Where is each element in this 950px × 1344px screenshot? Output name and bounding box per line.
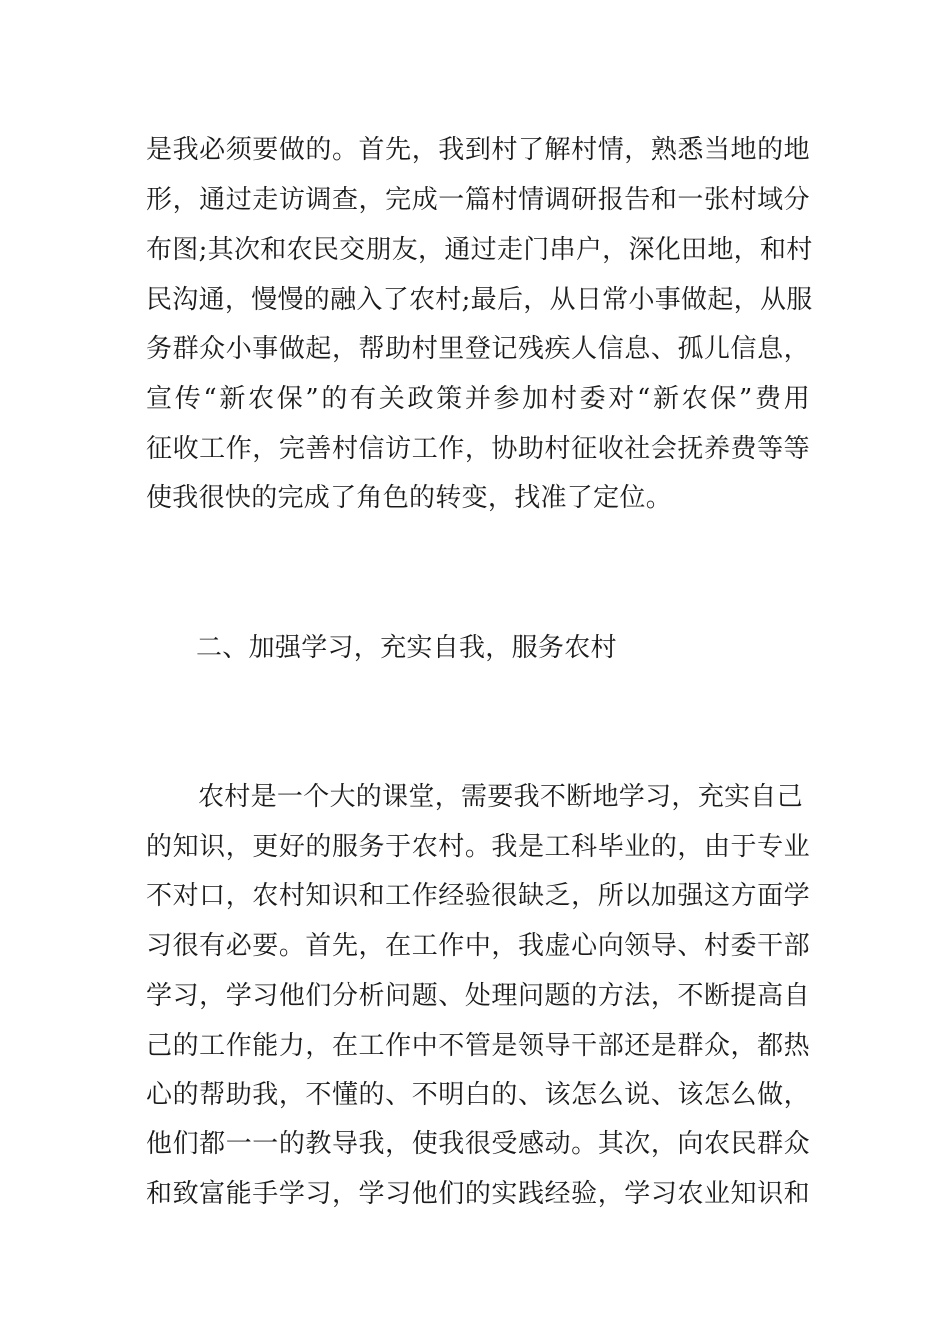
paragraph-line: 心的帮助我，不懂的、不明白的、该怎么说、该怎么做，	[146, 1080, 810, 1110]
paragraph-line: 他们都一一的教导我，使我很受感动。其次，向农民群众	[146, 1129, 810, 1159]
paragraph-line: 的知识，更好的服务于农村。我是工科毕业的，由于专业	[146, 832, 810, 862]
paragraph-line: 是我必须要做的。首先，我到村了解村情，熟悉当地的地	[146, 135, 810, 165]
paragraph-line: 民沟通，慢慢的融入了农村;最后，从日常小事做起，从服	[146, 285, 813, 315]
paragraph-line-text: 农村是一个大的课堂，需要我不断地学习，充实自己	[198, 782, 803, 812]
paragraph-line: 征收工作，完善村信访工作，协助村征收社会抚养费等等	[146, 434, 810, 464]
paragraph-line: 使我很快的完成了角色的转变，找准了定位。	[146, 483, 673, 513]
section-heading: 二、加强学习，充实自我，服务农村	[196, 633, 617, 663]
paragraph-line	[146, 781, 810, 813]
paragraph-line: 形，通过走访调查，完成一篇村情调研报告和一张村域分	[146, 185, 810, 215]
paragraph-line: 学习，学习他们分析问题、处理问题的方法，不断提高自	[146, 981, 810, 1011]
paragraph-line: 布图;其次和农民交朋友，通过走门串户，深化田地，和村	[146, 235, 813, 265]
paragraph-line: 务群众小事做起，帮助村里登记残疾人信息、孤儿信息，	[146, 334, 810, 364]
paragraph-line: 和致富能手学习，学习他们的实践经验，学习农业知识和	[146, 1179, 810, 1209]
paragraph-line: 宣传“新农保”的有关政策并参加村委对“新农保”费用	[146, 384, 810, 414]
paragraph-line: 习很有必要。首先，在工作中，我虚心向领导、村委干部	[146, 931, 810, 961]
paragraph-line: 己的工作能力，在工作中不管是领导干部还是群众，都热	[146, 1031, 810, 1061]
paragraph-line: 不对口，农村知识和工作经验很缺乏，所以加强这方面学	[146, 881, 810, 911]
